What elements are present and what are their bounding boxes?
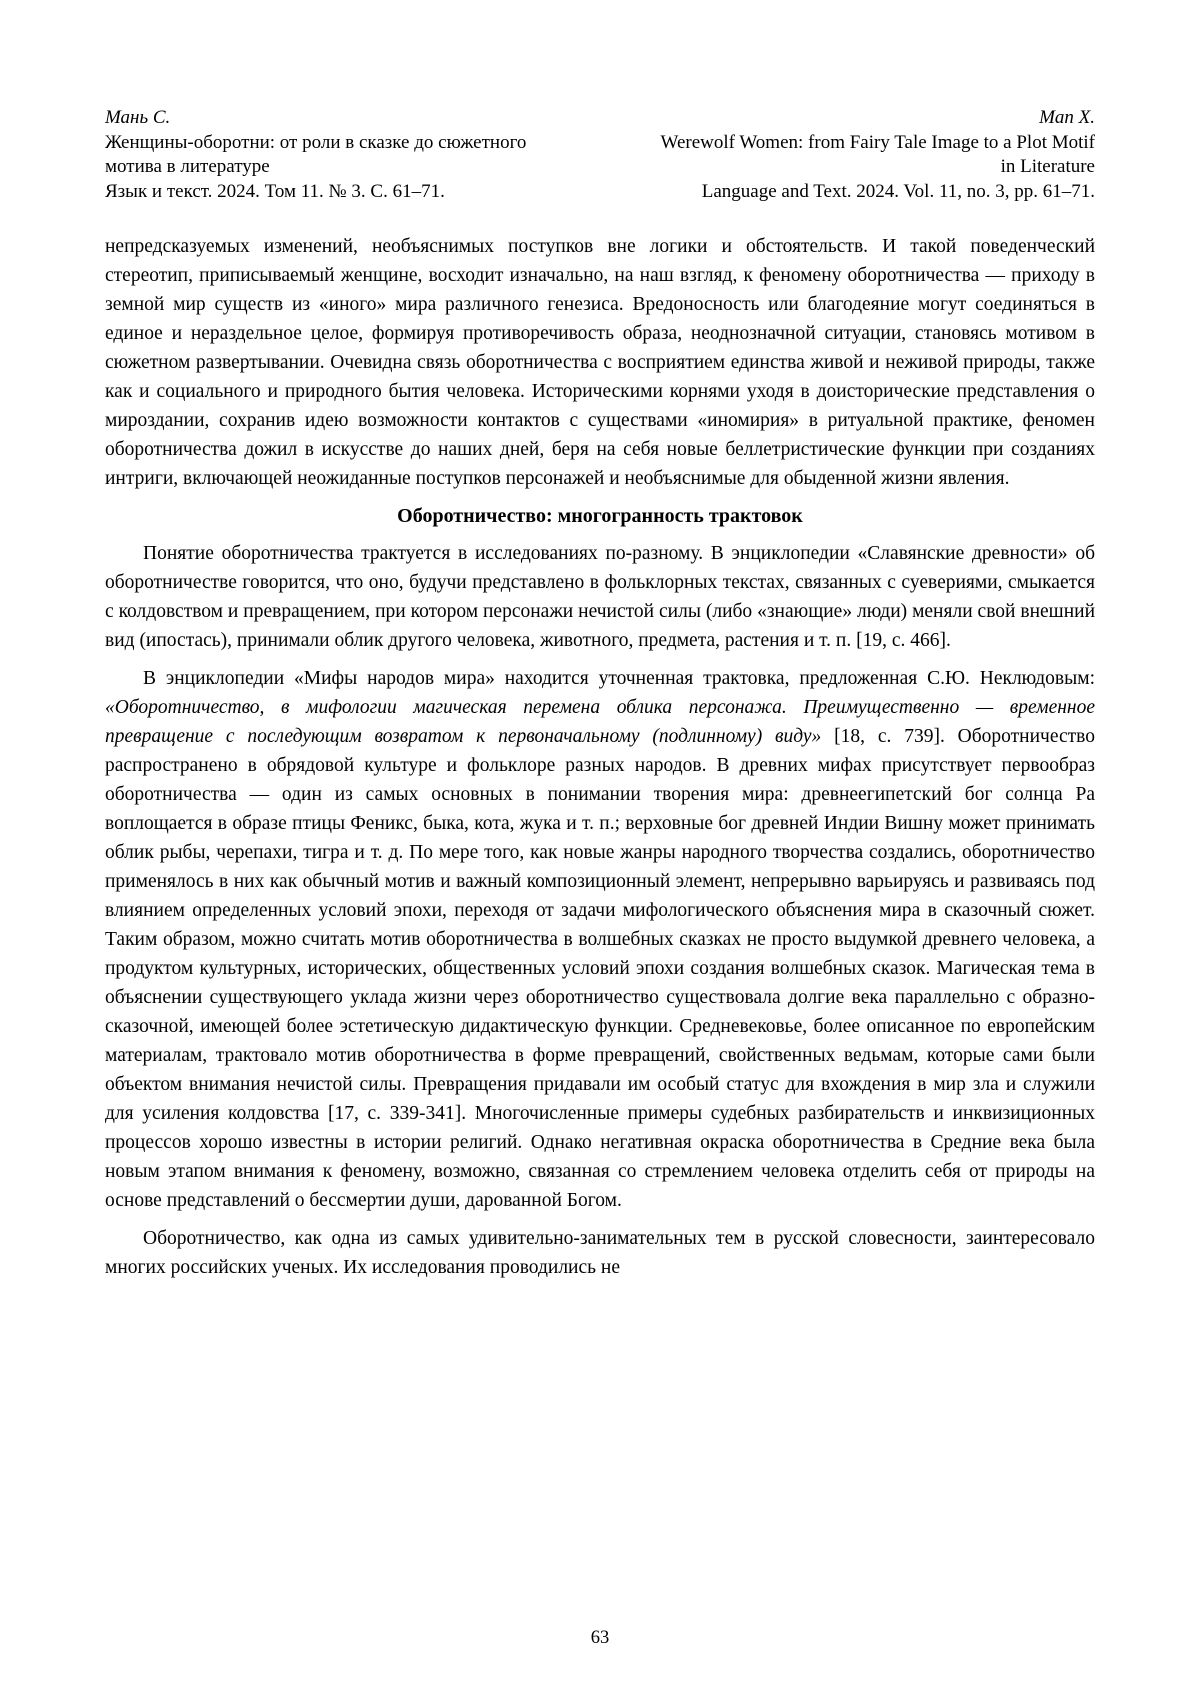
definition-quote-italic: «Оборотничество, в мифологии магическая перемена облика персонажа. Преимущественно — временное превращение с последующим возвратом к первоначальному (подлинному) виду» bbox=[105, 697, 1095, 747]
paragraph-continuation: непредсказуемых изменений, необъяснимых поступков вне логики и обстоятельств. И такой поведенческий стереотип, приписываемый женщине, восходит изначально, на наш взгляд, к феномену оборотничества — приходу в земной мир существ из «иного» мира различного генезиса. Вредоносность или благодеяние могут соединяться в единое и нераздельное целое, формируя противоречивость образа, неоднозначной ситуации, становясь мотивом в сюжетном развертывании. Очевидна связь оборотничества с восприятием единства живой и неживой природы, также как и социального и природного бытия человека. Историческими корнями уходя в доисторические представления о мироздании, сохранив идею возможности контактов с существами «иномирия» в ритуальной практике, феномен оборотничества дожил в искусстве до наших дней, беря на себя новые беллетристические функции при созданиях интриги, включающей неожиданные поступков персонажей и необъяснимые для обыденной жизни явления. bbox=[105, 236, 1095, 489]
running-header-russian bbox=[105, 106, 526, 204]
article-title-en-line1: Werewolf Women: from Fairy Tale Image to a Plot Motif bbox=[660, 131, 1095, 153]
paragraph: Оборотничество, как одна из самых удивительно-занимательных тем в русской словесности, заинтересовало многих российских ученых. Их исследования проводились не bbox=[105, 1228, 1095, 1278]
paragraph: Понятие оборотничества трактуется в исследованиях по-разному. В энциклопедии «Славянские древности» об оборотничестве говорится, что оно, будучи представлено в фольклорных текстах, связанных с суевериями, смыкается с колдовством и превращением, при котором персонажи нечистой силы (либо «знающие» люди) меняли свой внешний вид (ипостась), принимали облик другого человека, животного, предмета, растения и т. п. [19, с. 466]. bbox=[105, 543, 1095, 651]
paragraph-with-quote bbox=[105, 664, 1095, 1215]
article-title-ru-line2: мотива в литературе bbox=[105, 156, 270, 177]
article-running-header bbox=[105, 106, 1095, 204]
running-header-english bbox=[661, 106, 1095, 204]
journal-citation-en: Language and Text. 2024. Vol. 11, no. 3, pp. 61–71. bbox=[701, 180, 1095, 202]
section-heading: Оборотничество: многогранность трактовок bbox=[397, 505, 803, 527]
paragraph-text: В энциклопедии «Мифы народов мира» находится уточненная трактовка, предложенная С.Ю. Неклюдовым: bbox=[143, 668, 1095, 689]
journal-citation-ru: Язык и текст. 2024. Том 11. № 3. С. 61–71. bbox=[105, 180, 445, 202]
page-number: 63 bbox=[590, 1628, 610, 1648]
author-name-en: Man X. bbox=[1039, 107, 1095, 128]
article-title-ru-line1: Женщины-оборотни: от роли в сказке до сюжетного bbox=[105, 131, 527, 153]
article-title-en-line2: in Literature bbox=[1000, 156, 1095, 177]
paragraph-text: [18, с. 739]. Оборотничество распространено в обрядовой культуре и фольклоре разных народов. В древних мифах присутствует первообраз оборотничества — один из самых основных в понимании творения мира: древнеегипетский бог солнца Ра воплощается в образе птицы Феникс, быка, кота, жука и т. п.; верховные бог древней Индии Вишну может принимать облик рыбы, черепахи, тигра и т. д. По мере того, как новые жанры народного творчества создались, оборотничество применялось в них как обычный мотив и важный композиционный элемент, непрерывно варьируясь и развиваясь под влиянием определенных условий эпохи, переходя от задачи мифологического объяснения мира в сказочный сюжет. Таким образом, можно считать мотив оборотничества в волшебных сказках не просто выдумкой древнего человека, а продуктом культурных, исторических, общественных условий эпохи создания волшебных сказок. Магическая тема в объяснении существующего уклада жизни через оборотничество существовала долгие века параллельно с образно-сказочной, имеющей более эстетическую дидактическую функции. Средневековье, более описанное по европейским материалам, трактовало мотив оборотничества в форме превращений, свойственных ведьмам, которые сами были объектом внимания нечистой силы. Превращения придавали им особый статус для вхождения в мир зла и служили для усиления колдовства [17, с. 339-341]. Многочисленные примеры судебных разбирательств и инквизиционных процессов хорошо известны в истории религий. Однако негативная окраска оборотничества в Средние века была новым этапом внимания к феномену, возможно, связанная со стремлением человека отделить себя от природы на основе представлений о бессмертии души, дарованной Богом. bbox=[105, 726, 1095, 1211]
article-body bbox=[105, 232, 1095, 1282]
author-name-ru: Мань С. bbox=[105, 107, 171, 128]
